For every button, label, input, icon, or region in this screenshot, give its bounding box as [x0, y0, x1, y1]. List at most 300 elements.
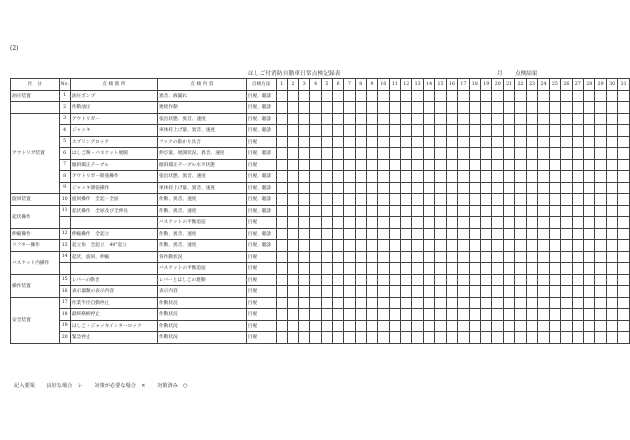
day-check-cell[interactable] [423, 240, 434, 252]
day-check-cell[interactable] [561, 90, 572, 102]
day-check-cell[interactable] [400, 240, 411, 252]
day-check-cell[interactable] [561, 251, 572, 263]
day-check-cell[interactable] [549, 102, 560, 114]
day-check-cell[interactable] [469, 148, 480, 160]
day-check-cell[interactable] [618, 274, 630, 286]
day-check-cell[interactable] [538, 332, 549, 344]
day-check-cell[interactable] [287, 90, 298, 102]
day-check-cell[interactable] [458, 90, 469, 102]
day-check-cell[interactable] [400, 297, 411, 309]
day-check-cell[interactable] [310, 148, 321, 160]
day-check-cell[interactable] [481, 148, 492, 160]
day-check-cell[interactable] [321, 332, 332, 344]
day-check-cell[interactable] [561, 102, 572, 114]
day-check-cell[interactable] [355, 125, 366, 137]
day-check-cell[interactable] [423, 274, 434, 286]
day-check-cell[interactable] [378, 286, 389, 298]
day-check-cell[interactable] [412, 251, 423, 263]
day-check-cell[interactable] [481, 332, 492, 344]
day-check-cell[interactable] [276, 136, 287, 148]
day-check-cell[interactable] [389, 263, 400, 275]
day-check-cell[interactable] [446, 217, 457, 229]
day-check-cell[interactable] [549, 332, 560, 344]
day-check-cell[interactable] [366, 274, 377, 286]
day-check-cell[interactable] [469, 182, 480, 194]
day-check-cell[interactable] [515, 286, 526, 298]
day-check-cell[interactable] [538, 194, 549, 206]
day-check-cell[interactable] [287, 159, 298, 171]
day-check-cell[interactable] [618, 148, 630, 160]
day-check-cell[interactable] [469, 240, 480, 252]
day-check-cell[interactable] [412, 332, 423, 344]
day-check-cell[interactable] [287, 332, 298, 344]
day-check-cell[interactable] [538, 217, 549, 229]
day-check-cell[interactable] [526, 205, 537, 217]
day-check-cell[interactable] [561, 148, 572, 160]
day-check-cell[interactable] [595, 125, 606, 137]
day-check-cell[interactable] [276, 309, 287, 321]
day-check-cell[interactable] [423, 113, 434, 125]
day-check-cell[interactable] [492, 217, 503, 229]
day-check-cell[interactable] [287, 251, 298, 263]
day-check-cell[interactable] [526, 171, 537, 183]
day-check-cell[interactable] [355, 148, 366, 160]
day-check-cell[interactable] [583, 148, 594, 160]
day-check-cell[interactable] [526, 286, 537, 298]
day-check-cell[interactable] [332, 113, 343, 125]
day-check-cell[interactable] [538, 182, 549, 194]
day-check-cell[interactable] [481, 251, 492, 263]
day-check-cell[interactable] [321, 228, 332, 240]
day-check-cell[interactable] [469, 194, 480, 206]
day-check-cell[interactable] [378, 102, 389, 114]
day-check-cell[interactable] [572, 217, 583, 229]
day-check-cell[interactable] [526, 217, 537, 229]
day-check-cell[interactable] [572, 113, 583, 125]
day-check-cell[interactable] [355, 171, 366, 183]
day-check-cell[interactable] [344, 113, 355, 125]
day-check-cell[interactable] [481, 228, 492, 240]
day-check-cell[interactable] [389, 228, 400, 240]
day-check-cell[interactable] [400, 113, 411, 125]
day-check-cell[interactable] [618, 286, 630, 298]
day-check-cell[interactable] [595, 90, 606, 102]
day-check-cell[interactable] [515, 309, 526, 321]
day-check-cell[interactable] [412, 309, 423, 321]
day-check-cell[interactable] [446, 205, 457, 217]
day-check-cell[interactable] [606, 90, 617, 102]
day-check-cell[interactable] [332, 148, 343, 160]
day-check-cell[interactable] [481, 274, 492, 286]
day-check-cell[interactable] [321, 102, 332, 114]
day-check-cell[interactable] [606, 194, 617, 206]
day-check-cell[interactable] [446, 125, 457, 137]
day-check-cell[interactable] [355, 286, 366, 298]
day-check-cell[interactable] [423, 194, 434, 206]
day-check-cell[interactable] [389, 251, 400, 263]
day-check-cell[interactable] [412, 240, 423, 252]
day-check-cell[interactable] [378, 159, 389, 171]
day-check-cell[interactable] [389, 217, 400, 229]
day-check-cell[interactable] [366, 148, 377, 160]
day-check-cell[interactable] [366, 159, 377, 171]
day-check-cell[interactable] [412, 90, 423, 102]
day-check-cell[interactable] [446, 274, 457, 286]
day-check-cell[interactable] [366, 90, 377, 102]
day-check-cell[interactable] [366, 102, 377, 114]
day-check-cell[interactable] [355, 228, 366, 240]
day-check-cell[interactable] [503, 102, 514, 114]
day-check-cell[interactable] [492, 309, 503, 321]
day-check-cell[interactable] [287, 217, 298, 229]
day-check-cell[interactable] [400, 320, 411, 332]
day-check-cell[interactable] [469, 263, 480, 275]
day-check-cell[interactable] [389, 136, 400, 148]
day-check-cell[interactable] [435, 182, 446, 194]
day-check-cell[interactable] [595, 102, 606, 114]
day-check-cell[interactable] [287, 228, 298, 240]
day-check-cell[interactable] [561, 113, 572, 125]
day-check-cell[interactable] [321, 274, 332, 286]
day-check-cell[interactable] [561, 320, 572, 332]
day-check-cell[interactable] [481, 182, 492, 194]
day-check-cell[interactable] [423, 182, 434, 194]
day-check-cell[interactable] [469, 205, 480, 217]
day-check-cell[interactable] [595, 240, 606, 252]
day-check-cell[interactable] [526, 159, 537, 171]
day-check-cell[interactable] [344, 286, 355, 298]
day-check-cell[interactable] [481, 171, 492, 183]
day-check-cell[interactable] [355, 251, 366, 263]
day-check-cell[interactable] [446, 240, 457, 252]
day-check-cell[interactable] [389, 182, 400, 194]
day-check-cell[interactable] [458, 297, 469, 309]
day-check-cell[interactable] [595, 251, 606, 263]
day-check-cell[interactable] [583, 159, 594, 171]
day-check-cell[interactable] [332, 159, 343, 171]
day-check-cell[interactable] [572, 263, 583, 275]
day-check-cell[interactable] [435, 113, 446, 125]
day-check-cell[interactable] [595, 159, 606, 171]
day-check-cell[interactable] [299, 332, 310, 344]
day-check-cell[interactable] [572, 148, 583, 160]
day-check-cell[interactable] [572, 90, 583, 102]
day-check-cell[interactable] [435, 205, 446, 217]
day-check-cell[interactable] [423, 102, 434, 114]
day-check-cell[interactable] [332, 320, 343, 332]
day-check-cell[interactable] [618, 228, 630, 240]
day-check-cell[interactable] [492, 102, 503, 114]
day-check-cell[interactable] [526, 228, 537, 240]
day-check-cell[interactable] [355, 205, 366, 217]
day-check-cell[interactable] [321, 240, 332, 252]
day-check-cell[interactable] [446, 309, 457, 321]
day-check-cell[interactable] [366, 332, 377, 344]
day-check-cell[interactable] [332, 136, 343, 148]
day-check-cell[interactable] [344, 320, 355, 332]
day-check-cell[interactable] [310, 320, 321, 332]
day-check-cell[interactable] [515, 171, 526, 183]
day-check-cell[interactable] [561, 274, 572, 286]
day-check-cell[interactable] [355, 182, 366, 194]
day-check-cell[interactable] [321, 159, 332, 171]
day-check-cell[interactable] [276, 240, 287, 252]
day-check-cell[interactable] [492, 90, 503, 102]
day-check-cell[interactable] [538, 171, 549, 183]
day-check-cell[interactable] [400, 194, 411, 206]
day-check-cell[interactable] [618, 217, 630, 229]
day-check-cell[interactable] [538, 205, 549, 217]
day-check-cell[interactable] [412, 320, 423, 332]
day-check-cell[interactable] [538, 309, 549, 321]
day-check-cell[interactable] [595, 297, 606, 309]
day-check-cell[interactable] [378, 309, 389, 321]
day-check-cell[interactable] [618, 320, 630, 332]
day-check-cell[interactable] [321, 251, 332, 263]
day-check-cell[interactable] [446, 182, 457, 194]
day-check-cell[interactable] [299, 90, 310, 102]
day-check-cell[interactable] [299, 286, 310, 298]
day-check-cell[interactable] [310, 274, 321, 286]
day-check-cell[interactable] [389, 159, 400, 171]
day-check-cell[interactable] [310, 309, 321, 321]
day-check-cell[interactable] [355, 159, 366, 171]
day-check-cell[interactable] [572, 297, 583, 309]
day-check-cell[interactable] [412, 205, 423, 217]
day-check-cell[interactable] [515, 240, 526, 252]
day-check-cell[interactable] [595, 286, 606, 298]
day-check-cell[interactable] [446, 136, 457, 148]
day-check-cell[interactable] [492, 136, 503, 148]
day-check-cell[interactable] [503, 182, 514, 194]
day-check-cell[interactable] [618, 136, 630, 148]
day-check-cell[interactable] [378, 217, 389, 229]
day-check-cell[interactable] [481, 286, 492, 298]
day-check-cell[interactable] [503, 90, 514, 102]
day-check-cell[interactable] [321, 136, 332, 148]
day-check-cell[interactable] [423, 171, 434, 183]
day-check-cell[interactable] [435, 228, 446, 240]
day-check-cell[interactable] [446, 171, 457, 183]
day-check-cell[interactable] [276, 217, 287, 229]
day-check-cell[interactable] [423, 297, 434, 309]
day-check-cell[interactable] [321, 286, 332, 298]
day-check-cell[interactable] [458, 171, 469, 183]
day-check-cell[interactable] [400, 286, 411, 298]
day-check-cell[interactable] [344, 205, 355, 217]
day-check-cell[interactable] [572, 125, 583, 137]
day-check-cell[interactable] [481, 90, 492, 102]
day-check-cell[interactable] [389, 102, 400, 114]
day-check-cell[interactable] [469, 297, 480, 309]
day-check-cell[interactable] [572, 205, 583, 217]
day-check-cell[interactable] [458, 148, 469, 160]
day-check-cell[interactable] [344, 125, 355, 137]
day-check-cell[interactable] [549, 286, 560, 298]
day-check-cell[interactable] [595, 274, 606, 286]
day-check-cell[interactable] [458, 251, 469, 263]
day-check-cell[interactable] [606, 309, 617, 321]
day-check-cell[interactable] [276, 194, 287, 206]
day-check-cell[interactable] [572, 159, 583, 171]
day-check-cell[interactable] [423, 217, 434, 229]
day-check-cell[interactable] [572, 194, 583, 206]
day-check-cell[interactable] [503, 217, 514, 229]
day-check-cell[interactable] [446, 332, 457, 344]
day-check-cell[interactable] [481, 159, 492, 171]
day-check-cell[interactable] [423, 320, 434, 332]
day-check-cell[interactable] [618, 205, 630, 217]
day-check-cell[interactable] [378, 274, 389, 286]
day-check-cell[interactable] [435, 263, 446, 275]
day-check-cell[interactable] [299, 228, 310, 240]
day-check-cell[interactable] [435, 309, 446, 321]
day-check-cell[interactable] [561, 286, 572, 298]
day-check-cell[interactable] [458, 274, 469, 286]
day-check-cell[interactable] [572, 286, 583, 298]
day-check-cell[interactable] [618, 251, 630, 263]
day-check-cell[interactable] [526, 332, 537, 344]
day-check-cell[interactable] [344, 228, 355, 240]
day-check-cell[interactable] [310, 102, 321, 114]
day-check-cell[interactable] [332, 332, 343, 344]
day-check-cell[interactable] [549, 240, 560, 252]
day-check-cell[interactable] [366, 194, 377, 206]
day-check-cell[interactable] [310, 263, 321, 275]
day-check-cell[interactable] [310, 217, 321, 229]
day-check-cell[interactable] [481, 320, 492, 332]
day-check-cell[interactable] [538, 286, 549, 298]
day-check-cell[interactable] [526, 102, 537, 114]
day-check-cell[interactable] [526, 309, 537, 321]
day-check-cell[interactable] [355, 90, 366, 102]
day-check-cell[interactable] [299, 113, 310, 125]
day-check-cell[interactable] [389, 171, 400, 183]
day-check-cell[interactable] [515, 217, 526, 229]
day-check-cell[interactable] [276, 332, 287, 344]
day-check-cell[interactable] [276, 205, 287, 217]
day-check-cell[interactable] [299, 182, 310, 194]
day-check-cell[interactable] [618, 263, 630, 275]
day-check-cell[interactable] [287, 205, 298, 217]
day-check-cell[interactable] [423, 205, 434, 217]
day-check-cell[interactable] [299, 194, 310, 206]
day-check-cell[interactable] [481, 217, 492, 229]
day-check-cell[interactable] [344, 159, 355, 171]
day-check-cell[interactable] [321, 182, 332, 194]
day-check-cell[interactable] [458, 102, 469, 114]
day-check-cell[interactable] [321, 125, 332, 137]
day-check-cell[interactable] [526, 125, 537, 137]
day-check-cell[interactable] [332, 240, 343, 252]
day-check-cell[interactable] [481, 297, 492, 309]
day-check-cell[interactable] [595, 320, 606, 332]
day-check-cell[interactable] [561, 159, 572, 171]
day-check-cell[interactable] [469, 228, 480, 240]
day-check-cell[interactable] [606, 148, 617, 160]
day-check-cell[interactable] [526, 182, 537, 194]
day-check-cell[interactable] [503, 263, 514, 275]
day-check-cell[interactable] [400, 205, 411, 217]
day-check-cell[interactable] [435, 286, 446, 298]
day-check-cell[interactable] [446, 90, 457, 102]
day-check-cell[interactable] [538, 125, 549, 137]
day-check-cell[interactable] [549, 217, 560, 229]
day-check-cell[interactable] [400, 182, 411, 194]
day-check-cell[interactable] [458, 240, 469, 252]
day-check-cell[interactable] [378, 263, 389, 275]
day-check-cell[interactable] [400, 217, 411, 229]
day-check-cell[interactable] [606, 263, 617, 275]
day-check-cell[interactable] [276, 159, 287, 171]
day-check-cell[interactable] [344, 332, 355, 344]
day-check-cell[interactable] [561, 136, 572, 148]
day-check-cell[interactable] [389, 297, 400, 309]
day-check-cell[interactable] [503, 148, 514, 160]
day-check-cell[interactable] [572, 332, 583, 344]
day-check-cell[interactable] [515, 297, 526, 309]
day-check-cell[interactable] [503, 297, 514, 309]
day-check-cell[interactable] [435, 251, 446, 263]
day-check-cell[interactable] [287, 320, 298, 332]
day-check-cell[interactable] [412, 182, 423, 194]
day-check-cell[interactable] [310, 286, 321, 298]
day-check-cell[interactable] [299, 171, 310, 183]
day-check-cell[interactable] [549, 309, 560, 321]
day-check-cell[interactable] [423, 159, 434, 171]
day-check-cell[interactable] [344, 309, 355, 321]
day-check-cell[interactable] [355, 136, 366, 148]
day-check-cell[interactable] [583, 240, 594, 252]
day-check-cell[interactable] [366, 263, 377, 275]
day-check-cell[interactable] [538, 148, 549, 160]
day-check-cell[interactable] [549, 320, 560, 332]
day-check-cell[interactable] [287, 171, 298, 183]
day-check-cell[interactable] [310, 125, 321, 137]
day-check-cell[interactable] [344, 240, 355, 252]
day-check-cell[interactable] [355, 113, 366, 125]
day-check-cell[interactable] [299, 320, 310, 332]
day-check-cell[interactable] [469, 309, 480, 321]
day-check-cell[interactable] [618, 194, 630, 206]
day-check-cell[interactable] [412, 159, 423, 171]
day-check-cell[interactable] [606, 182, 617, 194]
day-check-cell[interactable] [276, 171, 287, 183]
day-check-cell[interactable] [526, 320, 537, 332]
day-check-cell[interactable] [515, 320, 526, 332]
day-check-cell[interactable] [287, 102, 298, 114]
day-check-cell[interactable] [378, 297, 389, 309]
day-check-cell[interactable] [299, 263, 310, 275]
day-check-cell[interactable] [446, 320, 457, 332]
day-check-cell[interactable] [515, 113, 526, 125]
day-check-cell[interactable] [400, 90, 411, 102]
day-check-cell[interactable] [538, 90, 549, 102]
day-check-cell[interactable] [423, 228, 434, 240]
day-check-cell[interactable] [572, 240, 583, 252]
day-check-cell[interactable] [287, 286, 298, 298]
day-check-cell[interactable] [618, 240, 630, 252]
day-check-cell[interactable] [606, 205, 617, 217]
day-check-cell[interactable] [287, 113, 298, 125]
day-check-cell[interactable] [389, 148, 400, 160]
day-check-cell[interactable] [618, 159, 630, 171]
day-check-cell[interactable] [332, 125, 343, 137]
day-check-cell[interactable] [412, 113, 423, 125]
day-check-cell[interactable] [378, 240, 389, 252]
day-check-cell[interactable] [595, 228, 606, 240]
day-check-cell[interactable] [549, 159, 560, 171]
